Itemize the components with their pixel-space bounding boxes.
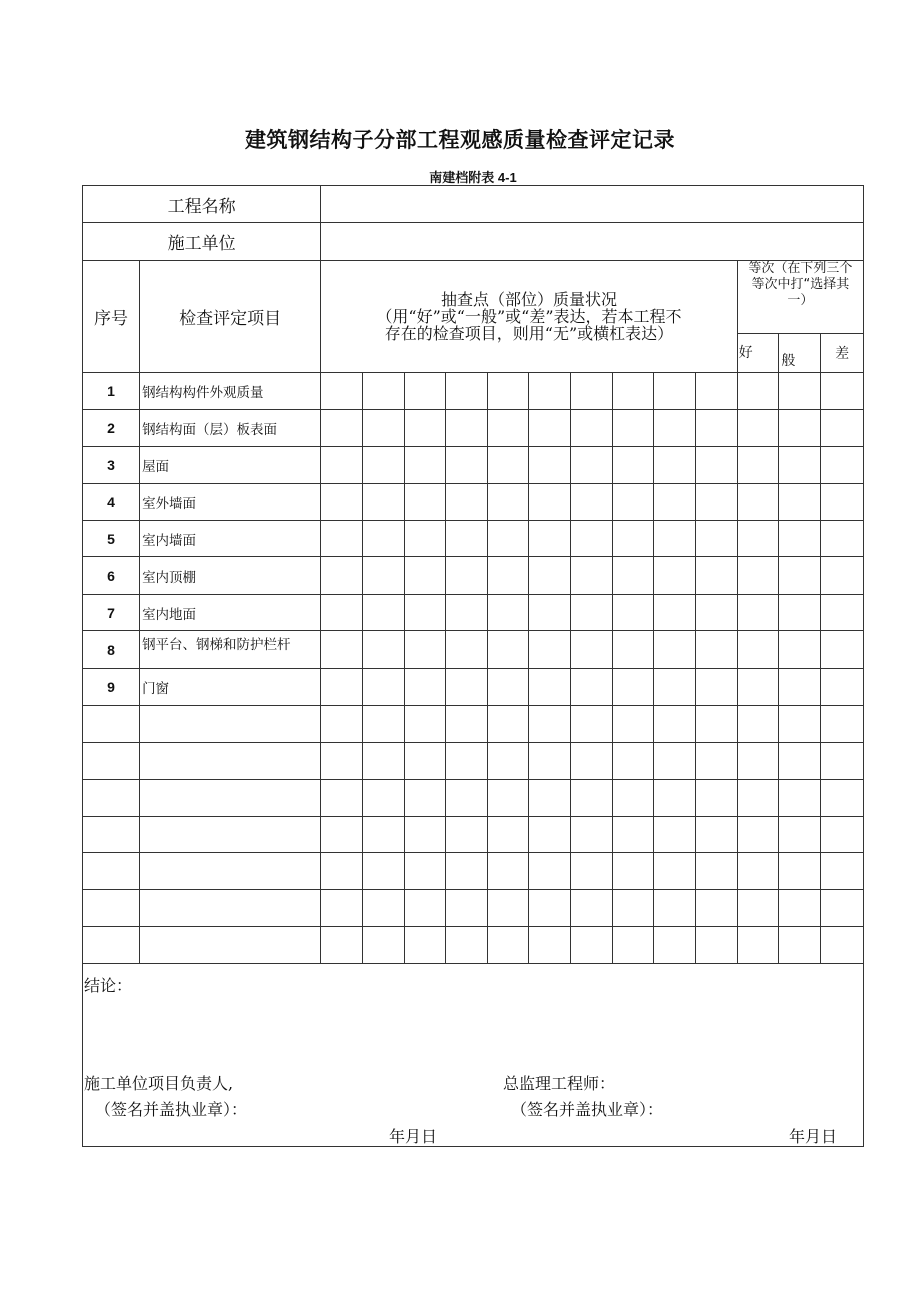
check-point-cell[interactable] bbox=[487, 669, 529, 706]
check-point-cell[interactable] bbox=[487, 927, 529, 964]
check-point-cell[interactable] bbox=[571, 669, 613, 706]
check-point-cell[interactable] bbox=[529, 557, 571, 595]
check-point-cell[interactable] bbox=[571, 447, 613, 484]
check-point-cell[interactable] bbox=[529, 484, 571, 521]
check-point-cell[interactable] bbox=[571, 927, 613, 964]
grade-fair-cell[interactable] bbox=[779, 631, 821, 669]
grade-poor-cell[interactable] bbox=[821, 557, 864, 595]
grade-good-cell[interactable] bbox=[737, 557, 779, 595]
check-point-cell[interactable] bbox=[654, 557, 696, 595]
grade-fair-cell[interactable] bbox=[779, 706, 821, 743]
grade-good-cell[interactable] bbox=[737, 743, 779, 780]
check-point-cell[interactable] bbox=[446, 521, 488, 557]
check-point-cell[interactable] bbox=[654, 817, 696, 853]
check-point-cell[interactable] bbox=[654, 743, 696, 780]
item-name: 室内墙面 bbox=[140, 521, 321, 557]
item-name: 钢结构面（层）板表面 bbox=[140, 410, 321, 447]
grade-good-cell[interactable] bbox=[737, 410, 779, 447]
grade-poor-cell[interactable] bbox=[821, 890, 864, 927]
grade-poor-cell[interactable] bbox=[821, 484, 864, 521]
check-point-cell[interactable] bbox=[529, 410, 571, 447]
header-grade-line2: 等次中打“选择其 bbox=[751, 277, 850, 292]
check-point-cell[interactable] bbox=[612, 853, 654, 890]
check-point-cell[interactable] bbox=[446, 780, 488, 817]
right-sign-note: （签名并盖执业章）： bbox=[511, 1100, 664, 1119]
check-point-cell[interactable] bbox=[612, 484, 654, 521]
check-point-cell[interactable] bbox=[654, 595, 696, 631]
check-point-cell[interactable] bbox=[404, 595, 446, 631]
check-point-cell[interactable] bbox=[321, 706, 363, 743]
inspection-form-table bbox=[82, 185, 864, 1147]
conclusion-label: 结论： bbox=[84, 976, 133, 995]
item-name: 门窗 bbox=[140, 669, 321, 706]
left-sign-note: （签名并盖执业章）： bbox=[95, 1100, 248, 1119]
grade-good-cell[interactable] bbox=[737, 853, 779, 890]
table-row bbox=[83, 410, 864, 447]
grade-fair-cell[interactable] bbox=[779, 557, 821, 595]
check-point-cell[interactable] bbox=[612, 631, 654, 669]
check-point-cell[interactable] bbox=[362, 595, 404, 631]
grade-good-cell[interactable] bbox=[737, 890, 779, 927]
check-point-cell[interactable] bbox=[612, 595, 654, 631]
check-point-cell[interactable] bbox=[571, 410, 613, 447]
check-point-cell[interactable] bbox=[529, 706, 571, 743]
project-name-label: 工程名称 bbox=[83, 186, 321, 223]
check-point-cell[interactable] bbox=[654, 927, 696, 964]
check-point-cell[interactable] bbox=[446, 557, 488, 595]
check-point-cell[interactable] bbox=[487, 410, 529, 447]
check-point-cell[interactable] bbox=[571, 780, 613, 817]
check-point-cell[interactable] bbox=[446, 853, 488, 890]
check-point-cell[interactable] bbox=[362, 853, 404, 890]
item-number bbox=[83, 706, 140, 743]
item-name bbox=[140, 927, 321, 964]
check-point-cell[interactable] bbox=[696, 484, 738, 521]
item-name: 室内地面 bbox=[140, 595, 321, 631]
check-point-cell[interactable] bbox=[571, 557, 613, 595]
check-point-cell[interactable] bbox=[404, 853, 446, 890]
check-point-cell[interactable] bbox=[654, 706, 696, 743]
check-point-cell[interactable] bbox=[529, 780, 571, 817]
item-number bbox=[83, 817, 140, 853]
check-point-cell[interactable] bbox=[612, 669, 654, 706]
check-point-cell[interactable] bbox=[571, 890, 613, 927]
check-point-cell[interactable] bbox=[696, 669, 738, 706]
check-point-cell[interactable] bbox=[571, 853, 613, 890]
check-point-cell[interactable] bbox=[446, 927, 488, 964]
form-number: 南建档附表 4-1 bbox=[429, 170, 517, 185]
check-point-cell[interactable] bbox=[404, 447, 446, 484]
check-point-cell[interactable] bbox=[696, 521, 738, 557]
check-point-cell[interactable] bbox=[612, 743, 654, 780]
item-number bbox=[83, 780, 140, 817]
construction-unit-label: 施工单位 bbox=[83, 223, 321, 261]
check-point-cell[interactable] bbox=[446, 817, 488, 853]
check-point-cell[interactable] bbox=[612, 373, 654, 410]
check-point-cell[interactable] bbox=[362, 890, 404, 927]
header-seq: 序号 bbox=[83, 261, 140, 373]
left-date: 年月日 bbox=[389, 1127, 438, 1146]
table-row bbox=[83, 927, 864, 964]
check-point-cell[interactable] bbox=[321, 521, 363, 557]
table-row bbox=[83, 631, 864, 669]
grade-poor-cell[interactable] bbox=[821, 853, 864, 890]
check-point-cell[interactable] bbox=[654, 447, 696, 484]
check-point-cell[interactable] bbox=[529, 447, 571, 484]
check-point-cell[interactable] bbox=[404, 631, 446, 669]
check-point-cell[interactable] bbox=[487, 706, 529, 743]
check-point-cell[interactable] bbox=[362, 706, 404, 743]
grade-good: 好 bbox=[737, 334, 779, 373]
grade-fair-cell[interactable] bbox=[779, 447, 821, 484]
item-name bbox=[140, 706, 321, 743]
table-row bbox=[83, 521, 864, 557]
table-row bbox=[83, 447, 864, 484]
table-row bbox=[83, 484, 864, 521]
grade-good-cell[interactable] bbox=[737, 373, 779, 410]
table-row bbox=[83, 373, 864, 410]
check-point-cell[interactable] bbox=[487, 557, 529, 595]
check-point-cell[interactable] bbox=[321, 743, 363, 780]
grade-good-cell[interactable] bbox=[737, 521, 779, 557]
check-point-cell[interactable] bbox=[404, 743, 446, 780]
check-point-cell[interactable] bbox=[404, 484, 446, 521]
check-point-cell[interactable] bbox=[571, 484, 613, 521]
check-point-cell[interactable] bbox=[362, 817, 404, 853]
grade-fair-cell[interactable] bbox=[779, 484, 821, 521]
grade-fair-cell[interactable] bbox=[779, 780, 821, 817]
grade-good-cell[interactable] bbox=[737, 927, 779, 964]
header-grade-line3: 一） bbox=[787, 293, 814, 308]
item-number: 9 bbox=[83, 669, 140, 706]
left-signer-label: 施工单位项目负责人, bbox=[84, 1074, 234, 1093]
check-point-cell[interactable] bbox=[696, 927, 738, 964]
check-point-cell[interactable] bbox=[321, 447, 363, 484]
grade-fair-cell[interactable] bbox=[779, 853, 821, 890]
grade-poor-cell[interactable] bbox=[821, 595, 864, 631]
grade-fair-cell[interactable] bbox=[779, 890, 821, 927]
item-name: 室内顶棚 bbox=[140, 557, 321, 595]
item-name bbox=[140, 817, 321, 853]
check-point-cell[interactable] bbox=[404, 706, 446, 743]
project-name-field[interactable] bbox=[321, 186, 864, 223]
document-title: 建筑钢结构子分部工程观感质量检查评定记录 bbox=[245, 128, 675, 152]
grade-good-cell[interactable] bbox=[737, 817, 779, 853]
grade-fair-cell[interactable] bbox=[779, 410, 821, 447]
item-name bbox=[140, 853, 321, 890]
check-point-cell[interactable] bbox=[612, 447, 654, 484]
table-row bbox=[83, 817, 864, 853]
item-number: 8 bbox=[83, 631, 140, 669]
check-point-cell[interactable] bbox=[529, 743, 571, 780]
check-point-cell[interactable] bbox=[362, 669, 404, 706]
check-point-cell[interactable] bbox=[404, 890, 446, 927]
header-status-line1: 抽查点（部位）质量状况 bbox=[440, 290, 617, 309]
check-point-cell[interactable] bbox=[529, 817, 571, 853]
check-point-cell[interactable] bbox=[362, 484, 404, 521]
grade-poor-cell[interactable] bbox=[821, 817, 864, 853]
check-point-cell[interactable] bbox=[654, 410, 696, 447]
check-point-cell[interactable] bbox=[487, 521, 529, 557]
grade-fair-cell[interactable] bbox=[779, 595, 821, 631]
check-point-cell[interactable] bbox=[612, 890, 654, 927]
grade-fair-cell[interactable] bbox=[779, 817, 821, 853]
check-point-cell[interactable] bbox=[362, 631, 404, 669]
table-row bbox=[83, 669, 864, 706]
table-row bbox=[83, 706, 864, 743]
table-row bbox=[83, 557, 864, 595]
table-row bbox=[83, 743, 864, 780]
check-point-cell[interactable] bbox=[654, 484, 696, 521]
check-point-cell[interactable] bbox=[654, 890, 696, 927]
check-point-cell[interactable] bbox=[321, 780, 363, 817]
conclusion-cell bbox=[83, 964, 864, 1147]
item-name: 钢平台、钢梯和防护栏杆 bbox=[140, 631, 321, 669]
check-point-cell[interactable] bbox=[404, 669, 446, 706]
check-point-cell[interactable] bbox=[571, 373, 613, 410]
check-point-cell[interactable] bbox=[571, 743, 613, 780]
table-row bbox=[83, 780, 864, 817]
check-point-cell[interactable] bbox=[696, 743, 738, 780]
check-point-cell[interactable] bbox=[696, 706, 738, 743]
check-point-cell[interactable] bbox=[612, 780, 654, 817]
check-point-cell[interactable] bbox=[487, 817, 529, 853]
check-point-cell[interactable] bbox=[404, 780, 446, 817]
check-point-cell[interactable] bbox=[446, 631, 488, 669]
grade-poor: 差 bbox=[821, 334, 864, 373]
check-point-cell[interactable] bbox=[612, 557, 654, 595]
check-point-cell[interactable] bbox=[654, 373, 696, 410]
check-point-cell[interactable] bbox=[696, 557, 738, 595]
header-status-line2: （用“好”或“一般”或“差”表达，若本工程不 bbox=[376, 307, 682, 326]
item-number: 1 bbox=[83, 373, 140, 410]
check-point-cell[interactable] bbox=[654, 521, 696, 557]
check-point-cell[interactable] bbox=[321, 484, 363, 521]
check-point-cell[interactable] bbox=[362, 557, 404, 595]
check-point-cell[interactable] bbox=[321, 557, 363, 595]
check-point-cell[interactable] bbox=[696, 595, 738, 631]
check-point-cell[interactable] bbox=[404, 927, 446, 964]
check-point-cell[interactable] bbox=[529, 373, 571, 410]
check-point-cell[interactable] bbox=[446, 484, 488, 521]
check-point-cell[interactable] bbox=[654, 631, 696, 669]
item-number bbox=[83, 743, 140, 780]
check-point-cell[interactable] bbox=[487, 780, 529, 817]
table-row bbox=[83, 595, 864, 631]
item-rows bbox=[83, 373, 864, 964]
item-name bbox=[140, 780, 321, 817]
check-point-cell[interactable] bbox=[571, 595, 613, 631]
grade-poor-cell[interactable] bbox=[821, 410, 864, 447]
check-point-cell[interactable] bbox=[529, 595, 571, 631]
grade-poor-cell[interactable] bbox=[821, 669, 864, 706]
header-grade-line1: 等次（在下列三个 bbox=[748, 261, 853, 276]
grade-good-cell[interactable] bbox=[737, 706, 779, 743]
grade-poor-cell[interactable] bbox=[821, 706, 864, 743]
check-point-cell[interactable] bbox=[612, 410, 654, 447]
check-point-cell[interactable] bbox=[362, 927, 404, 964]
header-status-line3: 存在的检查项目，则用“无”或横杠表达） bbox=[384, 324, 674, 343]
check-point-cell[interactable] bbox=[321, 817, 363, 853]
item-number: 2 bbox=[83, 410, 140, 447]
construction-unit-field[interactable] bbox=[321, 223, 864, 261]
construction-unit-row bbox=[83, 223, 864, 261]
check-point-cell[interactable] bbox=[404, 557, 446, 595]
check-point-cell[interactable] bbox=[529, 890, 571, 927]
right-date: 年月日 bbox=[789, 1127, 838, 1146]
header-item: 检查评定项目 bbox=[140, 261, 321, 373]
table-row bbox=[83, 890, 864, 927]
check-point-cell[interactable] bbox=[696, 447, 738, 484]
grade-fair-cell[interactable] bbox=[779, 373, 821, 410]
check-point-cell[interactable] bbox=[529, 521, 571, 557]
check-point-cell[interactable] bbox=[612, 927, 654, 964]
check-point-cell[interactable] bbox=[446, 743, 488, 780]
grade-poor-cell[interactable] bbox=[821, 743, 864, 780]
grade-poor-cell[interactable] bbox=[821, 373, 864, 410]
check-point-cell[interactable] bbox=[696, 817, 738, 853]
check-point-cell[interactable] bbox=[529, 631, 571, 669]
check-point-cell[interactable] bbox=[696, 853, 738, 890]
item-name bbox=[140, 743, 321, 780]
check-point-cell[interactable] bbox=[487, 595, 529, 631]
check-point-cell[interactable] bbox=[487, 484, 529, 521]
check-point-cell[interactable] bbox=[654, 853, 696, 890]
grade-good-cell[interactable] bbox=[737, 631, 779, 669]
check-point-cell[interactable] bbox=[446, 447, 488, 484]
check-point-cell[interactable] bbox=[487, 743, 529, 780]
check-point-cell[interactable] bbox=[696, 631, 738, 669]
check-point-cell[interactable] bbox=[446, 890, 488, 927]
grade-good-cell[interactable] bbox=[737, 669, 779, 706]
check-point-cell[interactable] bbox=[321, 410, 363, 447]
item-number bbox=[83, 853, 140, 890]
grade-good-cell[interactable] bbox=[737, 780, 779, 817]
grade-poor-cell[interactable] bbox=[821, 927, 864, 964]
item-number bbox=[83, 890, 140, 927]
grade-poor-cell[interactable] bbox=[821, 780, 864, 817]
item-name: 室外墙面 bbox=[140, 484, 321, 521]
check-point-cell[interactable] bbox=[696, 890, 738, 927]
check-point-cell[interactable] bbox=[654, 669, 696, 706]
item-number: 7 bbox=[83, 595, 140, 631]
check-point-cell[interactable] bbox=[696, 410, 738, 447]
check-point-cell[interactable] bbox=[321, 927, 363, 964]
check-point-cell[interactable] bbox=[362, 780, 404, 817]
project-name-row bbox=[83, 186, 864, 223]
check-point-cell[interactable] bbox=[404, 410, 446, 447]
check-point-cell[interactable] bbox=[446, 410, 488, 447]
check-point-cell[interactable] bbox=[487, 853, 529, 890]
item-number: 4 bbox=[83, 484, 140, 521]
grade-fair-cell[interactable] bbox=[779, 927, 821, 964]
check-point-cell[interactable] bbox=[487, 890, 529, 927]
check-point-cell[interactable] bbox=[612, 521, 654, 557]
check-point-cell[interactable] bbox=[529, 853, 571, 890]
check-point-cell[interactable] bbox=[404, 373, 446, 410]
check-point-cell[interactable] bbox=[696, 373, 738, 410]
grade-good-cell[interactable] bbox=[737, 484, 779, 521]
check-point-cell[interactable] bbox=[487, 447, 529, 484]
check-point-cell[interactable] bbox=[446, 669, 488, 706]
item-name: 钢结构构件外观质量 bbox=[140, 373, 321, 410]
item-number bbox=[83, 927, 140, 964]
item-name: 屋面 bbox=[140, 447, 321, 484]
check-point-cell[interactable] bbox=[362, 373, 404, 410]
item-number: 5 bbox=[83, 521, 140, 557]
item-name bbox=[140, 890, 321, 927]
check-point-cell[interactable] bbox=[529, 927, 571, 964]
grade-poor-cell[interactable] bbox=[821, 521, 864, 557]
check-point-cell[interactable] bbox=[446, 595, 488, 631]
check-point-cell[interactable] bbox=[571, 706, 613, 743]
check-point-cell[interactable] bbox=[321, 853, 363, 890]
header-grade bbox=[737, 261, 863, 334]
check-point-cell[interactable] bbox=[362, 410, 404, 447]
check-point-cell[interactable] bbox=[321, 669, 363, 706]
header-quality-status bbox=[321, 261, 737, 373]
right-signer-label: 总监理工程师： bbox=[503, 1074, 616, 1093]
item-number: 6 bbox=[83, 557, 140, 595]
table-row bbox=[83, 853, 864, 890]
check-point-cell[interactable] bbox=[362, 521, 404, 557]
check-point-cell[interactable] bbox=[404, 817, 446, 853]
check-point-cell[interactable] bbox=[571, 817, 613, 853]
check-point-cell[interactable] bbox=[404, 521, 446, 557]
check-point-cell[interactable] bbox=[487, 631, 529, 669]
check-point-cell[interactable] bbox=[446, 706, 488, 743]
check-point-cell[interactable] bbox=[487, 373, 529, 410]
check-point-cell[interactable] bbox=[321, 631, 363, 669]
check-point-cell[interactable] bbox=[571, 631, 613, 669]
item-number: 3 bbox=[83, 447, 140, 484]
grade-fair: 般 bbox=[779, 334, 821, 373]
conclusion-row bbox=[83, 964, 864, 1147]
grade-good-cell[interactable] bbox=[737, 595, 779, 631]
grade-good-cell[interactable] bbox=[737, 447, 779, 484]
grade-fair-cell[interactable] bbox=[779, 743, 821, 780]
check-point-cell[interactable] bbox=[654, 780, 696, 817]
grade-poor-cell[interactable] bbox=[821, 447, 864, 484]
check-point-cell[interactable] bbox=[362, 447, 404, 484]
check-point-cell[interactable] bbox=[321, 373, 363, 410]
check-point-cell[interactable] bbox=[362, 743, 404, 780]
check-point-cell[interactable] bbox=[446, 373, 488, 410]
check-point-cell[interactable] bbox=[321, 890, 363, 927]
check-point-cell[interactable] bbox=[321, 595, 363, 631]
check-point-cell[interactable] bbox=[696, 780, 738, 817]
check-point-cell[interactable] bbox=[571, 521, 613, 557]
grade-poor-cell[interactable] bbox=[821, 631, 864, 669]
grade-fair-cell[interactable] bbox=[779, 669, 821, 706]
grade-fair-cell[interactable] bbox=[779, 521, 821, 557]
check-point-cell[interactable] bbox=[529, 669, 571, 706]
header-row bbox=[83, 261, 864, 334]
check-point-cell[interactable] bbox=[612, 817, 654, 853]
check-point-cell[interactable] bbox=[612, 706, 654, 743]
